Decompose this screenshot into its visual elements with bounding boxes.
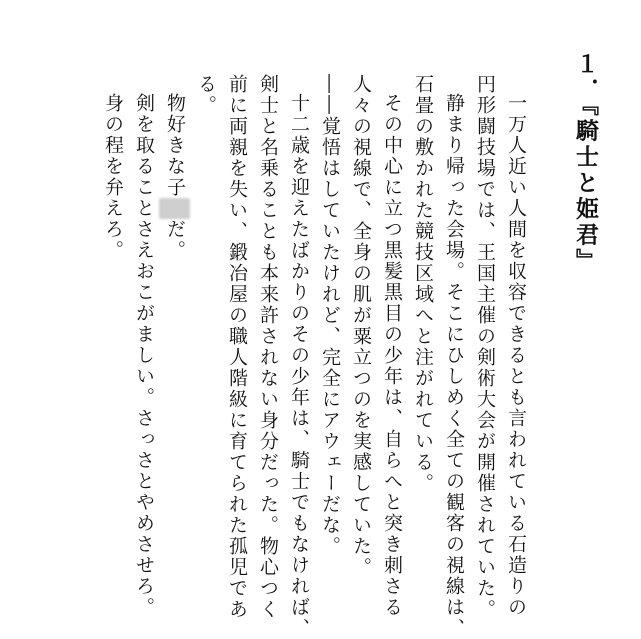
obscured-glyph — [159, 198, 190, 219]
text-line: ――覚悟はしていたけれど、完全にアウェーだな。 — [319, 74, 341, 557]
text-line: 前に両親を失い、鍛冶屋の職人階級に育てられた孤児であ — [226, 74, 248, 620]
text-line: 石畳の敷かれた競技区域へと注がれている。 — [412, 74, 434, 494]
text-line: 剣を取ることさえおこがましい。さっさとやめさせろ。 — [133, 93, 155, 618]
text-line: 身の程を弁えろ。 — [102, 93, 124, 261]
text-line: 一万人近い人間を収容できるとも言われている石造りの — [505, 93, 527, 618]
text-line: 静まり帰った会場。そこにひしめく全ての観客の視線は、 — [443, 93, 465, 639]
text-line: る。 — [195, 74, 217, 116]
text-segment: だ。 — [164, 219, 186, 261]
text-line: その中心に立つ黒髪黒目の少年は、自らへと突き刺さる — [381, 93, 403, 618]
text-line: 人々の視線で、全身の肌が粟立つのを実感していた。 — [350, 74, 372, 578]
text-line — [159, 74, 190, 604]
chapter-title: １．『騎士と姫君』 — [572, 52, 599, 275]
text-line: 剣士と名乗ることも本来許されない身分だった。物心つく — [257, 74, 279, 620]
text-line: 十二歳を迎えたばかりのその少年は、騎士でもなければ、 — [288, 93, 310, 639]
novel-body — [97, 74, 531, 639]
text-segment: 物好きな子 — [164, 93, 186, 198]
text-line: 円形闘技場では、王国主催の剣術大会が開催されていた。 — [474, 74, 496, 620]
